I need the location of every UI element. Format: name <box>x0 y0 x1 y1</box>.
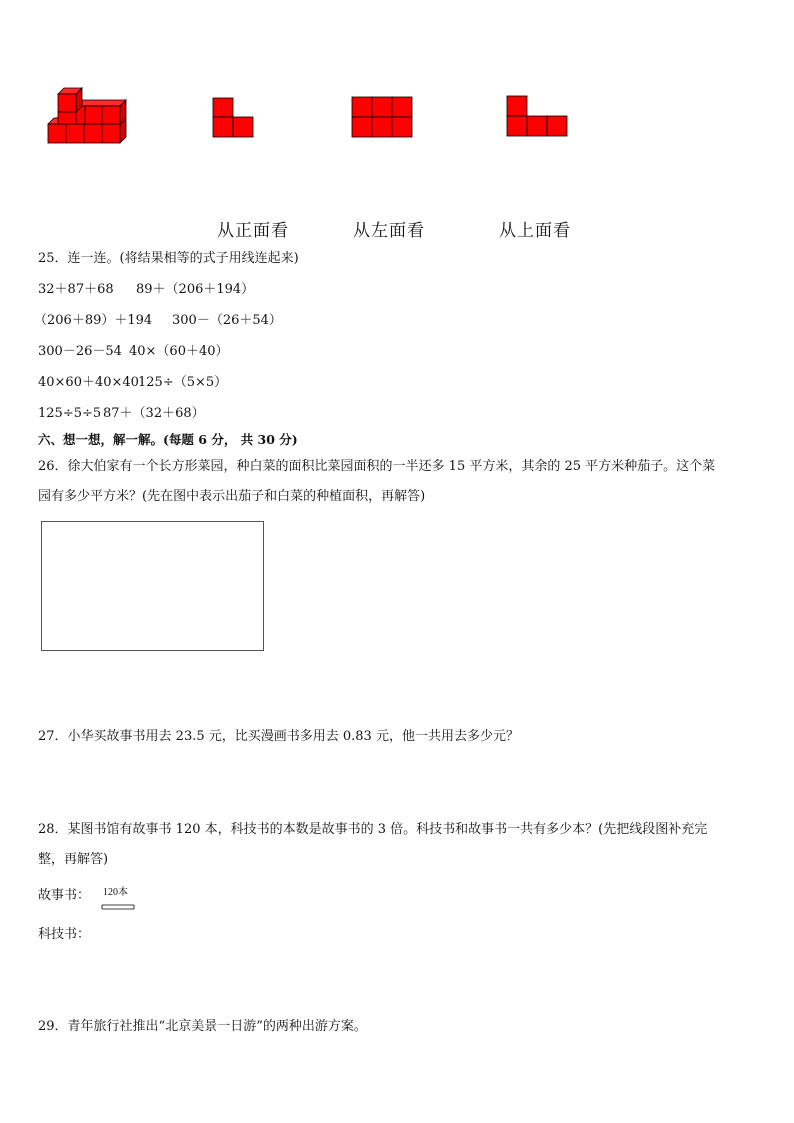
q25-row-1-right: 89＋（206＋194） <box>136 282 255 297</box>
q25-row-3-right: 40×（60＋40） <box>129 344 229 359</box>
q26-text-line-1: 26．徐大伯家有一个长方形菜园，种白菜的面积比菜园面积的一半还多 15 平方米，其余的 25 平方米种茄子。这个菜 <box>38 459 716 474</box>
q29-text: 29．青年旅行社推出“北京美景一日游”的两种出游方案。 <box>38 1019 367 1034</box>
q25-row-5-left: 125÷5÷5 <box>38 406 102 421</box>
q28-text-line-2: 整，再解答) <box>38 852 109 867</box>
q25-row-3-left: 300－26－54 <box>38 344 122 359</box>
caption-front-view: 从正面看 <box>217 221 289 241</box>
q25-row-4-left: 40×60＋40×40 <box>38 375 139 390</box>
q27-text: 27．小华买故事书用去 23.5 元，比买漫画书多用去 0.83 元，他一共用去多少元？ <box>38 729 519 744</box>
cube-solid-figure <box>44 84 128 146</box>
q25-row-4-right: 125÷（5×5） <box>138 375 228 390</box>
left-view-figure <box>351 96 413 138</box>
story-books-value: 120本 <box>103 887 128 898</box>
q26-text-line-2: 园有多少平方米？(先在图中表示出茄子和白菜的种植面积，再解答) <box>38 489 426 504</box>
front-view-figure <box>212 97 256 139</box>
q28-text-line-1: 28．某图书馆有故事书 120 本，科技书的本数是故事书的 3 倍。科技书和故事书一共有多少本？(先把线段图补充完 <box>38 822 708 837</box>
section-6-title: 六、想一想，解一解。(每题 6 分， 共 30 分) <box>38 432 298 447</box>
story-books-label: 故事书： <box>38 888 91 903</box>
garden-rectangle[interactable] <box>41 521 264 651</box>
q25-row-1-left: 32＋87＋68 <box>38 282 114 297</box>
q25-row-2-right: 300－（26＋54） <box>172 313 282 328</box>
story-books-segment <box>101 896 135 915</box>
top-view-figure <box>506 95 570 137</box>
caption-left-view: 从左面看 <box>353 221 425 241</box>
tech-books-label: 科技书： <box>38 927 91 942</box>
q25-row-5-right: 87＋（32＋68） <box>103 406 205 421</box>
q25-row-2-left: （206＋89）＋194 <box>34 313 153 328</box>
caption-top-view: 从上面看 <box>499 221 571 241</box>
q25-title: 25．连一连。(将结果相等的式子用线连起来) <box>38 251 299 266</box>
